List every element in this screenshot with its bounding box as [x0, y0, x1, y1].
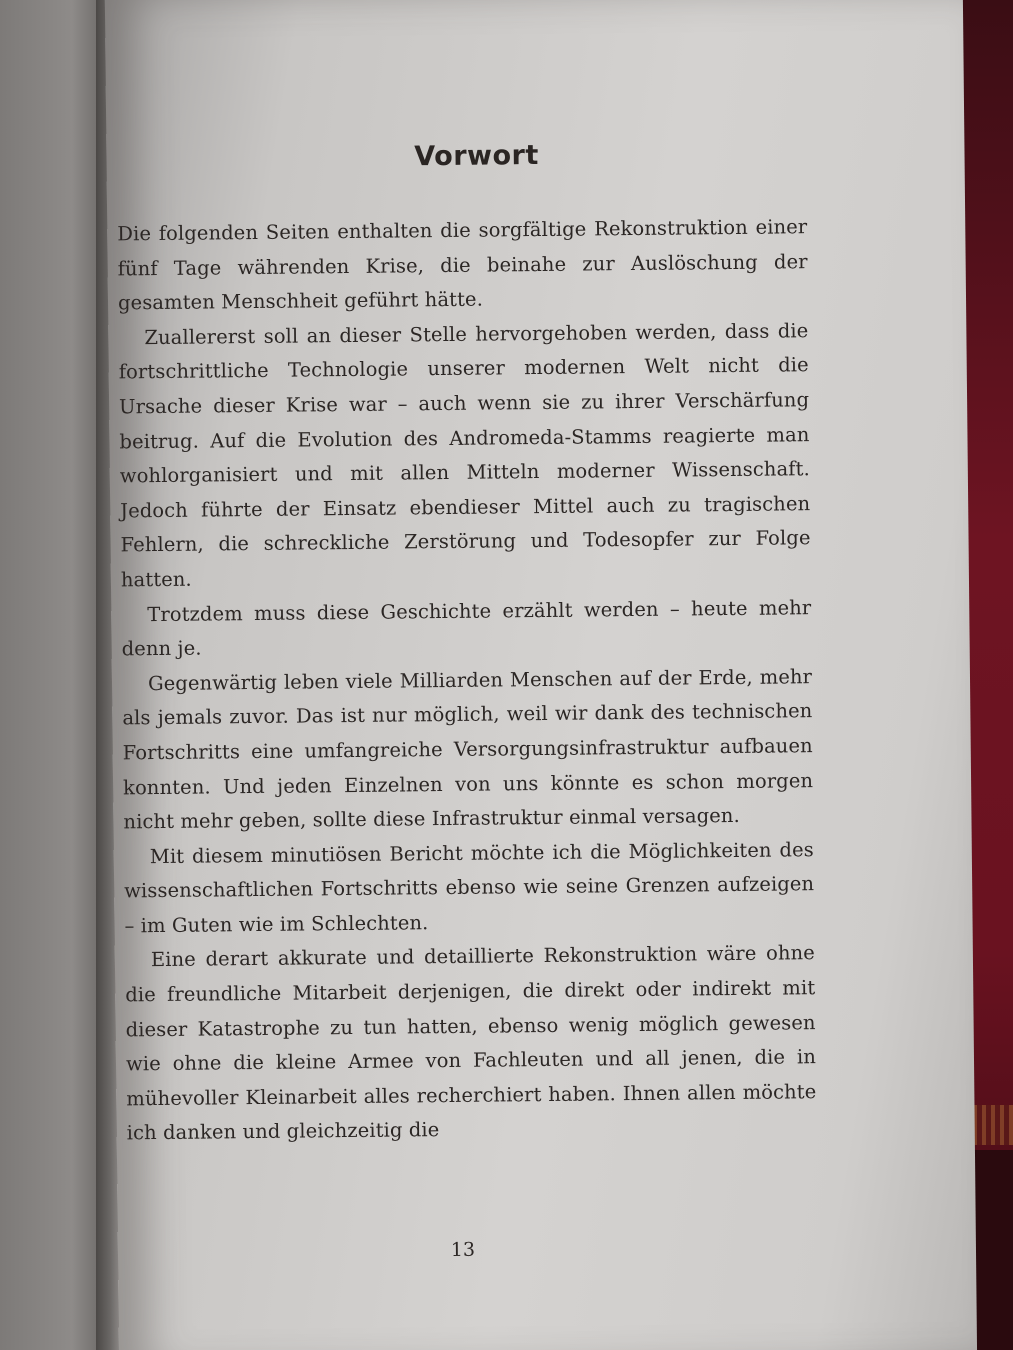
paragraph-3: Trotzdem muss diese Geschichte erzählt werden – heute mehr denn je.	[121, 595, 812, 661]
paragraph-1: Die folgenden Seiten enthalten die sorgfältige Rekonstruktion einer fünf Tage währenden Krise, die beinahe zur Auslöschung der gesamten Menschheit geführt hätte.	[117, 215, 808, 315]
paragraph-5: Mit diesem minutiösen Bericht möchte ich die Möglichkeiten des wissenschaftlichen Fortschritts ebenso wie seine Grenzen aufzeigen – im Guten wie im Schlechten.	[124, 837, 815, 938]
paragraph-6: Eine derart akkurate und detaillierte Rekonstruktion wäre ohne die freundliche Mitarbeit derjenigen, die direkt oder indirekt mit dieser Katastrophe zu tun hatten, ebenso wenig möglich gewesen wie ohne die kleine Armee von Fachleuten und all jenen, die in mühevoller Kleinarbeit alles recherchiert haben. Ihnen allen möchte ich danken und gleichzeitig die	[125, 941, 817, 1145]
paragraph-4: Gegenwärtig leben viele Milliarden Menschen auf der Erde, mehr als jemals zuvor. Das ist nur möglich, weil wir dank des technischen Fortschritts eine umfangreiche Versorgungsinfrastruktur aufbauen konnten. Und jeden Einzelnen von uns könnte es schon morgen nicht mehr geben, sollte diese Infrastruktur einmal versagen.	[122, 664, 814, 834]
book-page	[105, 0, 977, 1350]
page-number: 13	[450, 1238, 476, 1261]
paragraph-2: Zuallererst soll an dieser Stelle hervorgehoben werden, dass die fortschrittliche Technologie unserer modernen Welt nicht die Ursache dieser Krise war – auch wenn sie zu ihrer Verschärfung beitrug. Auf die Evolution des Andromeda-Stamms reagierte man wohlorganisiert und mit allen Mitteln moderner Wissenschaft. Jedoch führte der Einsatz ebendieser Mittel auch zu tragischen Fehlern, die schreckliche Zerstörung und Todesopfer zur Folge hatten.	[118, 318, 811, 592]
page-content	[116, 137, 817, 1151]
chapter-title: Vorwort	[414, 139, 539, 173]
